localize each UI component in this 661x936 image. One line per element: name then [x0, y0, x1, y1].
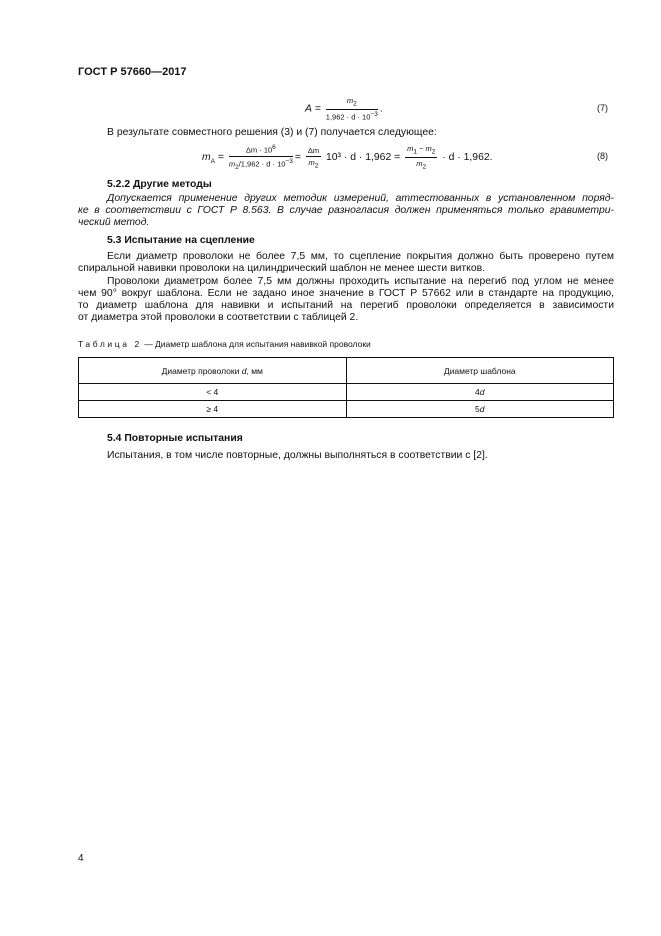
table-header-template-diameter: Диаметр шаблона — [346, 358, 614, 384]
section-5-3-p2-line-3: то диаметр шаблона для навивки и испытаний на перегиб проволоки определяется в зависимости — [78, 300, 614, 311]
eq8-fraction-1: $\frac{\Delta m \cdot 10^6}{m_2/1,962 \cdot d \cdot 10^{-3}}$ — [228, 144, 293, 171]
section-5-3-p2-line-2: чем 90° вокруг шаблона. Если не задано иное значение в ГОСТ Р 57662 или в стандарте на продукцию, — [78, 288, 614, 299]
eq8-fraction-3: $\frac{m_1 - m_2}{m_2}$ — [407, 144, 436, 171]
section-5-2-2-title: 5.2.2 Другие методы — [107, 179, 212, 190]
equation-8-number: (8) — [597, 151, 608, 161]
table-2 — [78, 357, 614, 418]
eq7-lhs: A — [305, 103, 312, 115]
page-number: 4 — [78, 853, 84, 864]
table-cell-template: 4d — [346, 384, 614, 401]
eq7-numerator: $m_2$ — [326, 96, 378, 110]
table-cell-template: 5d — [346, 401, 614, 418]
eq7-denominator: $1,962 \cdot d \cdot 10^{-3}$ — [325, 110, 378, 121]
equation-7-number: (7) — [597, 103, 608, 113]
section-5-3-p1-line-1: Если диаметр проволоки не более 7,5 мм, то сцепление покрытия должно быть проверено путем — [107, 251, 614, 262]
table-2-caption: Таблица 2 — Диаметр шаблона для испытания навивкой проволоки — [78, 339, 371, 349]
eq7-fraction — [326, 96, 378, 121]
equation-8: $m_A$ = $\frac{\Delta m \cdot 10^6}{m_2/1,962 \cdot d \cdot 10^{-3}}$ = $\frac{\Delta m}{m_2}$ 10³ · d · 1,962 = $\frac{m_1 - m_2}{m_2}$ · d · 1,962. — [202, 144, 493, 171]
section-5-4-title: 5.4 Повторные испытания — [107, 433, 243, 444]
eq8-fraction-2: $\frac{\Delta m}{m_2}$ — [307, 145, 320, 169]
table-header-wire-diameter: Диаметр проволоки d, мм — [79, 358, 347, 384]
eq7-dot: . — [379, 103, 383, 115]
document-header: ГОСТ Р 57660—2017 — [78, 66, 187, 78]
section-5-3-p1-line-2: спиральной навивки проволоки на цилиндрический шаблон не менее шести витков. — [78, 263, 486, 274]
eq8-middle: 10³ · d · 1,962 = — [325, 152, 401, 163]
section-5-3-p2-line-4: от диаметра этой проволоки в соответствии с таблицей 2. — [78, 312, 359, 323]
equation-7: A = $\frac{m_2}{1,962 \cdot d \cdot 10^{-3}}$ . — [305, 96, 383, 121]
eq8-lhs: m — [202, 152, 211, 163]
table-cell-wire: ≥ 4 — [79, 401, 347, 418]
section-5-2-2-line-1: Допускается применение других методик измерений, аттестованных в установленном поряд- — [107, 193, 614, 204]
table-row — [79, 401, 614, 418]
section-5-4-text: Испытания, в том числе повторные, должны выполняться в соответствии с [2]. — [107, 450, 488, 461]
section-5-3-title: 5.3 Испытание на сцепление — [107, 235, 255, 246]
table-cell-wire: < 4 — [79, 384, 347, 401]
section-5-2-2-line-2: ке в соответствии с ГОСТ Р 8.563. В случае разногласия должен применяться только гравиметри- — [78, 205, 614, 216]
section-5-3-p2-line-1: Проволоки диаметром более 7,5 мм должны проходить испытание на перегиб под углом не менее — [107, 276, 614, 287]
table-header-row — [79, 358, 614, 384]
paragraph-joint-solution: В результате совместного решения (3) и (7) получается следующее: — [107, 127, 437, 138]
section-5-2-2-line-3: ческий метод. — [78, 217, 150, 228]
eq8-tail: · d · 1,962. — [442, 152, 493, 163]
table-row — [79, 384, 614, 401]
